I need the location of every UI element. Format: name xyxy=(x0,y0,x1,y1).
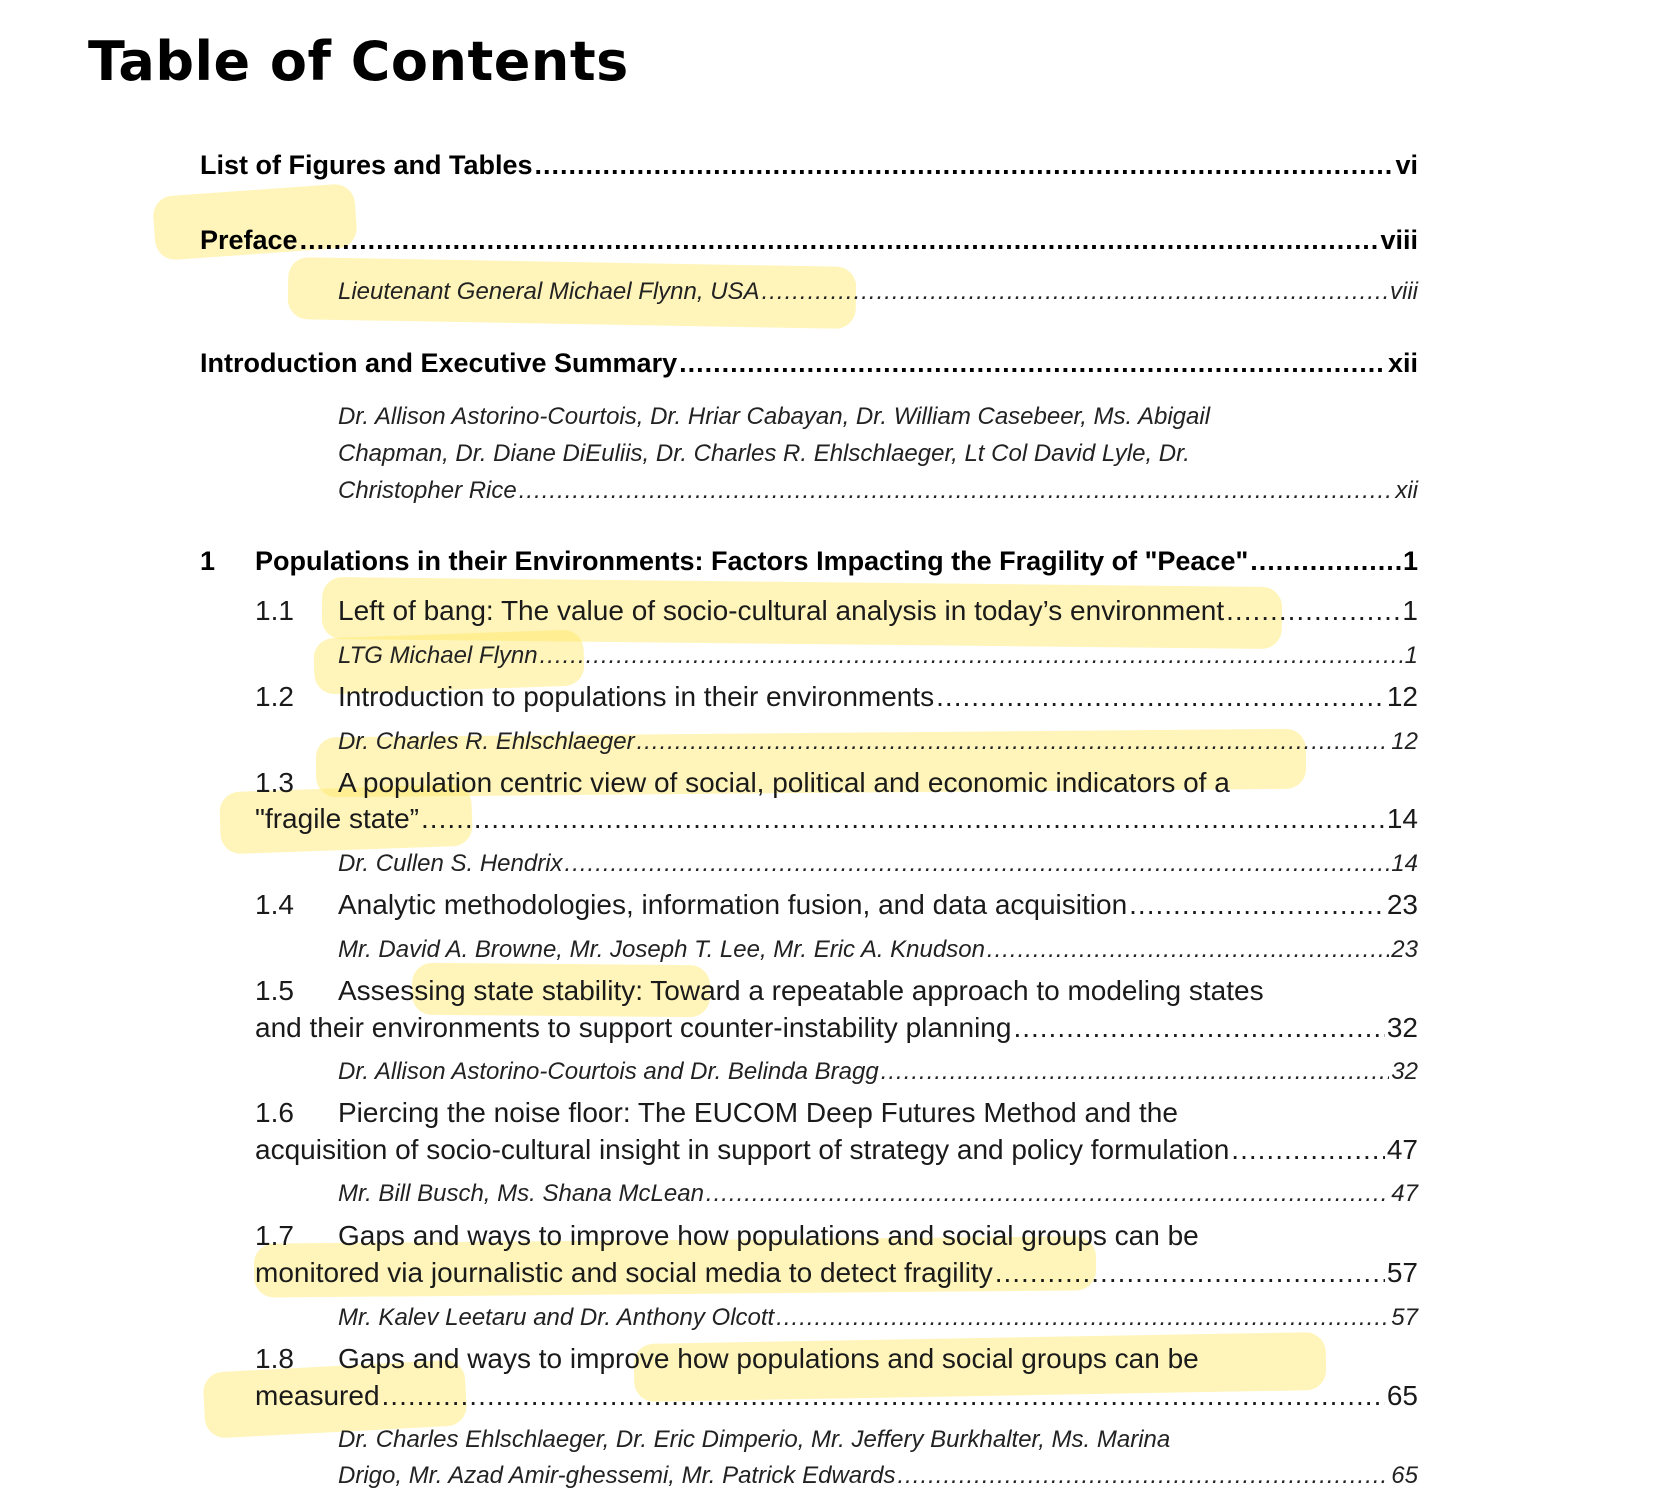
toc-entry-section-1-6[interactable] xyxy=(255,1134,1418,1166)
toc-page-number: 32 xyxy=(1386,1012,1418,1043)
toc-page-number: vi xyxy=(1395,150,1418,180)
toc-page-number: 1 xyxy=(1402,595,1418,626)
toc-author-preface[interactable] xyxy=(338,278,1418,306)
toc-author-section-1-1[interactable] xyxy=(338,642,1418,670)
toc-author-section-1-5[interactable] xyxy=(338,1058,1418,1086)
toc-author-section-1-7[interactable] xyxy=(338,1304,1418,1332)
dot-leader xyxy=(565,850,1390,878)
toc-author-name: Mr. Kalev Leetaru and Dr. Anthony Olcott xyxy=(338,1304,775,1331)
toc-page-number: 23 xyxy=(1386,889,1418,920)
dot-leader xyxy=(995,1257,1385,1289)
toc-entry-title: List of Figures and Tables xyxy=(200,150,533,180)
toc-author-name: Drigo, Mr. Azad Amir-ghessemi, Mr. Patrick Edwards xyxy=(338,1462,896,1489)
toc-author-name: Lieutenant General Michael Flynn, USA xyxy=(338,278,760,305)
toc-author-section-1-3[interactable] xyxy=(338,850,1418,878)
toc-author-introduction[interactable] xyxy=(338,477,1418,505)
dot-leader xyxy=(897,1462,1389,1490)
dot-leader xyxy=(519,477,1394,505)
toc-page-number: 32 xyxy=(1391,1058,1418,1085)
section-number: 1.7 xyxy=(255,1220,294,1251)
section-number: 1.8 xyxy=(255,1343,294,1374)
dot-leader xyxy=(1250,546,1401,577)
toc-page-number: 14 xyxy=(1391,850,1418,877)
toc-page-number: 57 xyxy=(1386,1257,1418,1288)
toc-entry-title: Populations in their Environments: Factors Impacting the Fragility of "Peace" xyxy=(255,546,1249,576)
dot-leader xyxy=(987,936,1389,964)
toc-page-number: 23 xyxy=(1391,936,1418,963)
dot-leader xyxy=(679,348,1386,379)
toc-author-name: LTG Michael Flynn xyxy=(338,642,538,669)
toc-page-number: 65 xyxy=(1391,1462,1418,1489)
page-title: Table of Contents xyxy=(88,30,629,93)
toc-entry-title: Left of bang: The value of socio-cultural analysis in today’s environment xyxy=(338,595,1225,626)
toc-entry-section-1-5[interactable] xyxy=(255,1012,1418,1044)
toc-entry-figures[interactable] xyxy=(200,150,1418,181)
toc-author-section-1-2[interactable] xyxy=(338,728,1418,756)
toc-author-name: Dr. Cullen S. Hendrix xyxy=(338,850,563,877)
dot-leader xyxy=(706,1180,1389,1208)
toc-entry-title: Introduction and Executive Summary xyxy=(200,348,678,378)
toc-entry-introduction[interactable] xyxy=(200,348,1418,379)
section-number: 1.1 xyxy=(255,595,294,626)
dot-leader xyxy=(762,278,1388,306)
toc-author-name: Dr. Charles R. Ehlschlaeger xyxy=(338,728,635,755)
toc-entry-title: monitored via journalistic and social media to detect fragility xyxy=(255,1257,993,1288)
section-number: 1.6 xyxy=(255,1097,294,1128)
toc-page-number: 47 xyxy=(1391,1180,1418,1207)
dot-leader xyxy=(881,1058,1390,1086)
toc-entry-title: Introduction to populations in their environments xyxy=(338,681,935,712)
dot-leader xyxy=(1226,595,1400,627)
toc-page-number: viii xyxy=(1380,225,1418,255)
toc-author-section-1-4[interactable] xyxy=(338,936,1418,964)
dot-leader xyxy=(1013,1012,1384,1044)
toc-entry-title: Preface xyxy=(200,225,298,255)
toc-entry-title: measured xyxy=(255,1380,380,1411)
toc-entry-section-1-4[interactable] xyxy=(338,889,1418,921)
toc-entry-preface[interactable] xyxy=(200,225,1418,256)
toc-entry-title-line[interactable]: Gaps and ways to improve how populations and social groups can be xyxy=(338,1343,1199,1374)
dot-leader xyxy=(421,803,1385,835)
toc-author-section-1-8[interactable] xyxy=(338,1462,1418,1490)
toc-entry-title: Analytic methodologies, information fusion, and data acquisition xyxy=(338,889,1128,920)
toc-entry-title-line[interactable]: Gaps and ways to improve how populations and social groups can be xyxy=(338,1220,1199,1251)
toc-page-number: 12 xyxy=(1386,681,1418,712)
toc-entry-section-1-1[interactable] xyxy=(338,595,1418,627)
toc-author-name: Christopher Rice xyxy=(338,477,517,504)
toc-author-name: Dr. Allison Astorino-Courtois and Dr. Belinda Bragg xyxy=(338,1058,879,1085)
toc-page-number: 65 xyxy=(1386,1380,1418,1411)
dot-leader xyxy=(540,642,1403,670)
toc-page-number: xii xyxy=(1387,348,1418,378)
toc-entry-section-1-2[interactable] xyxy=(338,681,1418,713)
toc-entry-title: "fragile state” xyxy=(255,803,420,834)
toc-page-number: viii xyxy=(1390,278,1418,305)
dot-leader xyxy=(535,150,1394,181)
toc-page-number: 12 xyxy=(1391,728,1418,755)
dot-leader xyxy=(300,225,1379,256)
toc-entry-title-line[interactable]: Assessing state stability: Toward a repeatable approach to modeling states xyxy=(338,975,1264,1006)
section-number: 1.2 xyxy=(255,681,294,712)
toc-entry-section-1-3[interactable] xyxy=(255,803,1418,835)
toc-page-number: 47 xyxy=(1386,1134,1418,1165)
toc-author-section-1-6[interactable] xyxy=(338,1180,1418,1208)
section-number: 1.3 xyxy=(255,767,294,798)
toc-page-number: 1 xyxy=(1402,546,1418,576)
toc-author-line: Dr. Charles Ehlschlaeger, Dr. Eric Dimperio, Mr. Jeffery Burkhalter, Ms. Marina xyxy=(338,1426,1171,1453)
toc-entry-section-1-8[interactable] xyxy=(255,1380,1418,1412)
toc-author-name: Mr. David A. Browne, Mr. Joseph T. Lee, Mr. Eric A. Knudson xyxy=(338,936,985,963)
dot-leader xyxy=(382,1380,1385,1412)
chapter-number: 1 xyxy=(200,546,216,576)
toc-entry-chapter-1[interactable] xyxy=(255,546,1418,577)
dot-leader xyxy=(637,728,1390,756)
toc-page-number: 1 xyxy=(1404,642,1418,669)
toc-page-number: 14 xyxy=(1386,803,1418,834)
dot-leader xyxy=(776,1304,1389,1332)
toc-entry-title: and their environments to support counter-instability planning xyxy=(255,1012,1012,1043)
toc-page-number: xii xyxy=(1395,477,1418,504)
dot-leader xyxy=(1231,1134,1385,1166)
toc-entry-title-line[interactable]: Piercing the noise floor: The EUCOM Deep Futures Method and the xyxy=(338,1097,1178,1128)
toc-entry-section-1-7[interactable] xyxy=(255,1257,1418,1289)
section-number: 1.5 xyxy=(255,975,294,1006)
toc-page-number: 57 xyxy=(1391,1304,1418,1331)
section-number: 1.4 xyxy=(255,889,294,920)
toc-author-name: Mr. Bill Busch, Ms. Shana McLean xyxy=(338,1180,704,1207)
dot-leader xyxy=(936,681,1385,713)
toc-author-line: Dr. Allison Astorino-Courtois, Dr. Hriar Cabayan, Dr. William Casebeer, Ms. Abigail xyxy=(338,403,1211,430)
dot-leader xyxy=(1129,889,1385,921)
toc-entry-title: acquisition of socio-cultural insight in support of strategy and policy formulation xyxy=(255,1134,1230,1165)
toc-author-line: Chapman, Dr. Diane DiEuliis, Dr. Charles R. Ehlschlaeger, Lt Col David Lyle, Dr. xyxy=(338,440,1190,467)
toc-entry-title-line[interactable]: A population centric view of social, political and economic indicators of a xyxy=(338,767,1230,798)
